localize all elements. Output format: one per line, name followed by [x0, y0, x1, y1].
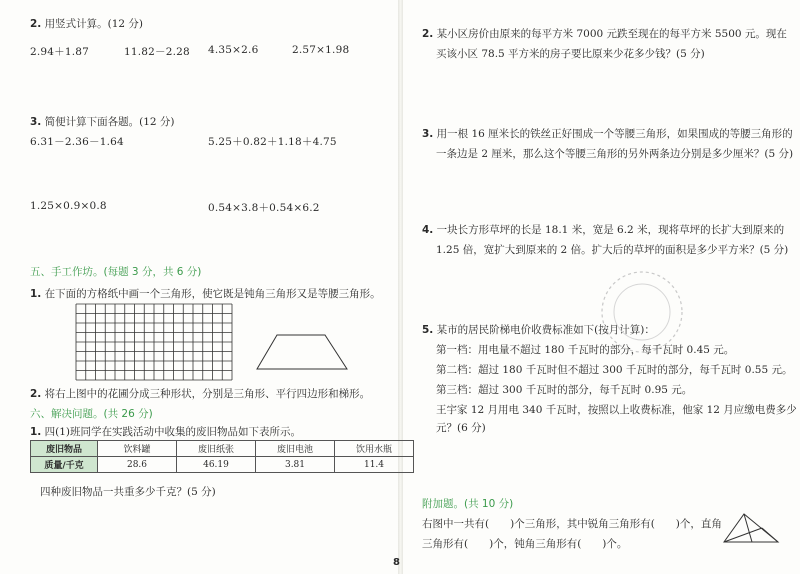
section-5-question-1: [30, 286, 381, 301]
calc-item: 2.57×1.98: [292, 44, 350, 56]
page-number: 8: [393, 557, 400, 568]
table-cell: 饮用水瓶: [335, 441, 414, 457]
section-5-title: 五、手工作坊。(每题 3 分，共 6 分): [30, 266, 202, 278]
calc-item: 5.25＋0.82＋1.18＋4.75: [208, 136, 337, 148]
right-question-4: [422, 222, 784, 237]
question-2-title: [30, 16, 143, 31]
question-number: 5.: [422, 324, 434, 336]
question-text: 用一根 16 厘米长的铁丝正好围成一个等腰三角形，如果围成的等腰三角形的: [436, 128, 793, 140]
question-number: 3.: [30, 116, 42, 128]
question-text-continued: 王宇家 12 月用电 340 千瓦时，按照以上收费标准，他家 12 月应缴电费多少: [436, 404, 797, 416]
table-cell: 3.81: [256, 457, 335, 473]
right-question-3: [422, 126, 793, 141]
calc-item: 6.31－2.36－1.64: [30, 136, 124, 148]
question-text: 某小区房价由原来的每平方米 7000 元跌至现在的每平方米 5500 元。现在: [436, 28, 787, 40]
calc-item: 0.54×3.8＋0.54×6.2: [208, 202, 320, 214]
question-text: 某市的居民阶梯电价收费标准如下(按月计算)：: [436, 324, 655, 336]
question-number: 2.: [422, 28, 434, 40]
flower-bed-trapezoid: [255, 331, 350, 373]
right-question-2: [422, 26, 787, 41]
table-cell: 11.4: [335, 457, 414, 473]
section-6-question-1: [30, 424, 301, 439]
table-cell: 饮料罐: [98, 441, 177, 457]
bonus-text-continued: 三角形有( )个，钝角三角形有( )个。: [422, 538, 628, 550]
calc-item: 11.82－2.28: [124, 46, 190, 58]
question-text-continued: 买该小区 78.5 平方米的房子要比原来少花多少钱？(5 分): [436, 48, 705, 60]
calc-item: 2.94＋1.87: [30, 46, 90, 58]
table-row-header: 质量/千克: [31, 457, 98, 473]
question-text: 简便计算下面各题。(12 分): [44, 116, 175, 128]
question-text: 用竖式计算。(12 分): [44, 18, 144, 30]
tier-3-text: 第三档：超过 300 千瓦时的部分，每千瓦时 0.95 元。: [436, 384, 693, 396]
question-text: 将右上图中的花圃分成三种形状，分别是三角形、平行四边形和梯形。: [44, 388, 371, 400]
section-6-title: 六、解决问题。(共 26 分): [30, 408, 153, 420]
bonus-text: 右图中一共有( )个三角形，其中锐角三角形有( )个，直角: [422, 518, 722, 530]
question-text-continued: 1.25 倍，宽扩大到原来的 2 倍。扩大后的草坪的面积是多少平方米？(5 分): [436, 244, 789, 256]
table-cell: 28.6: [98, 457, 177, 473]
bonus-title: 附加题。(共 10 分): [422, 498, 514, 510]
table-question: 四种废旧物品一共重多少千克？(5 分): [40, 486, 216, 498]
table-cell: 46.19: [177, 457, 256, 473]
question-number: 4.: [422, 224, 434, 236]
table-cell: 废旧纸张: [177, 441, 256, 457]
tier-2-text: 第二档：超过 180 千瓦时但不超过 300 千瓦时的部分，每千瓦时 0.55 元。: [436, 364, 793, 376]
question-number: 2.: [30, 388, 42, 400]
watermark-stamp: [592, 262, 692, 362]
table-cell: 废旧电池: [256, 441, 335, 457]
question-number: 1.: [30, 426, 42, 438]
question-3-title: [30, 114, 175, 129]
calc-item: 1.25×0.9×0.8: [30, 200, 107, 212]
section-5-question-2: [30, 386, 370, 401]
question-number: 2.: [30, 18, 42, 30]
question-text-continued: 一条边是 2 厘米，那么这个等腰三角形的另外两条边分别是多少厘米？(5 分): [436, 148, 794, 160]
table-row: [31, 457, 414, 473]
waste-items-table: [30, 440, 414, 473]
table-row: [31, 441, 414, 457]
calc-item: 4.35×2.6: [208, 44, 259, 56]
question-number: 1.: [30, 288, 42, 300]
grid-paper: [74, 302, 234, 382]
question-text: 在下面的方格纸中画一个三角形，使它既是钝角三角形又是等腰三角形。: [44, 288, 381, 300]
page-gutter: [398, 0, 403, 574]
triangles-figure: [722, 510, 782, 546]
tier-1-text: 第一档：用电量不超过 180 千瓦时的部分，每千瓦时 0.45 元。: [436, 344, 735, 356]
question-text: 一块长方形草坪的长是 18.1 米，宽是 6.2 米，现将草坪的长扩大到原来的: [436, 224, 785, 236]
question-text-continued: 元？(6 分): [436, 422, 486, 434]
question-text: 四(1)班同学在实践活动中收集的废旧物品如下表所示。: [44, 426, 302, 438]
question-number: 3.: [422, 128, 434, 140]
table-row-header: 废旧物品: [31, 441, 98, 457]
